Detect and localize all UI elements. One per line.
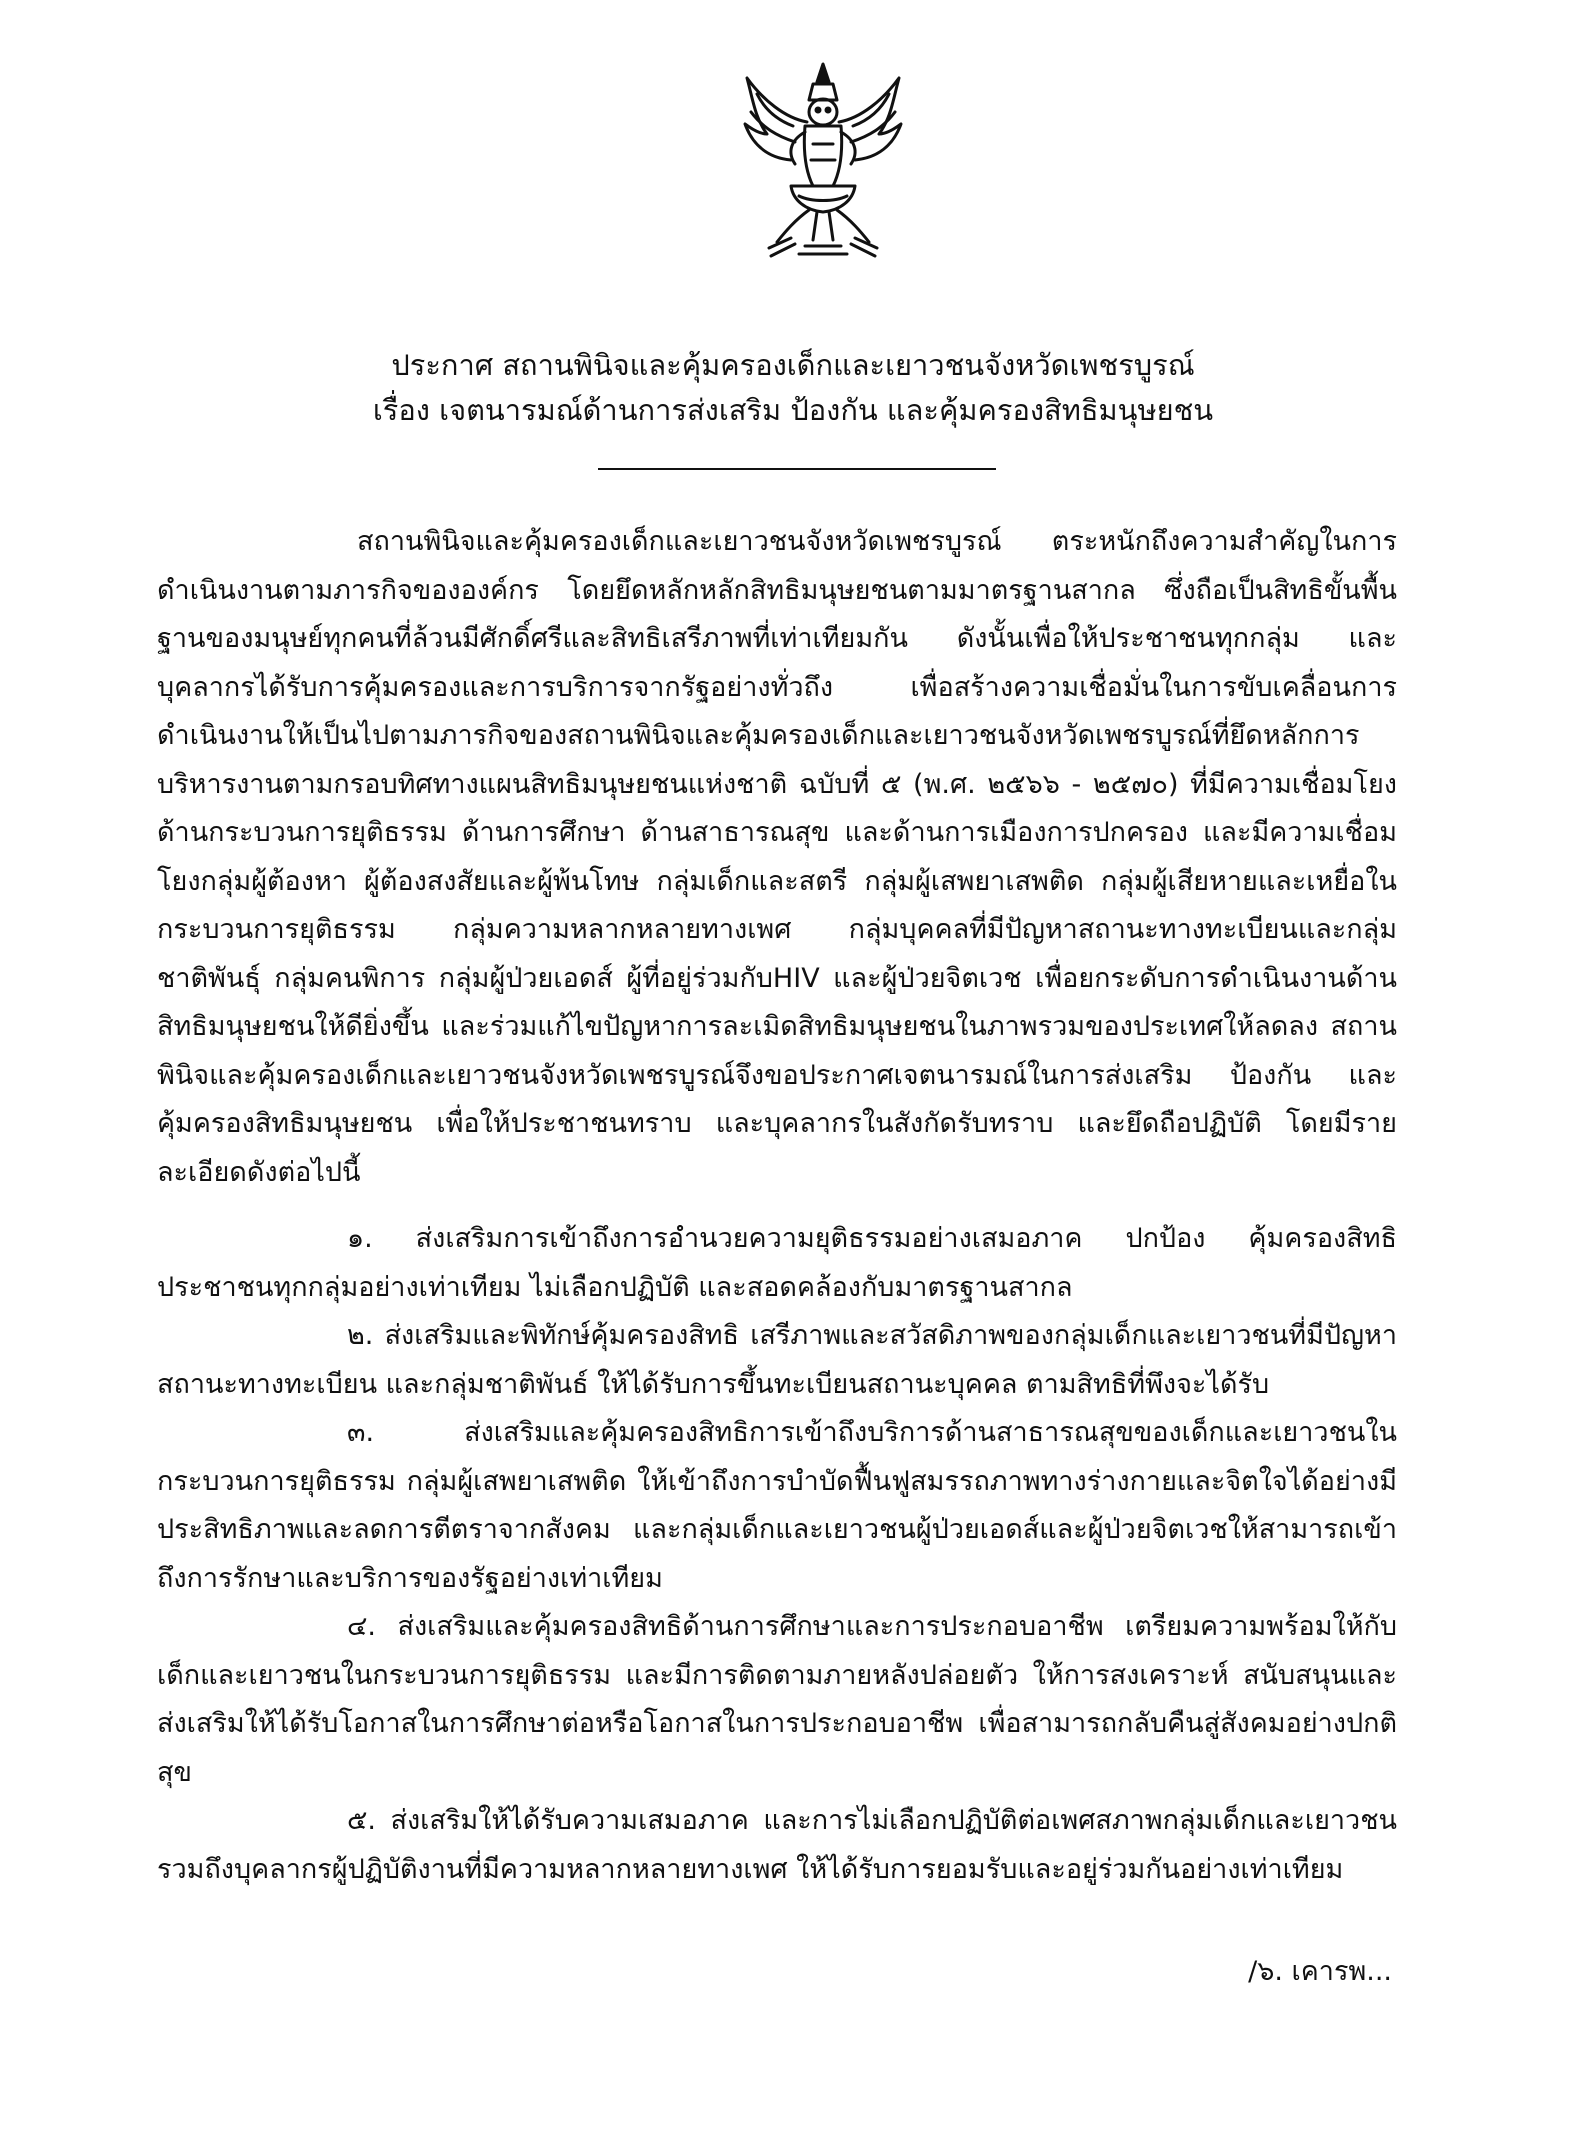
list-item: ๕. ส่งเสริมให้ได้รับความเสมอภาค และการไม่เลือกปฏิบัติต่อเพศสภาพกลุ่มเด็กและเยาวชนรวมถึงบุคลากรผู้ปฏิบัติงานที่มีความหลากหลายทางเพศ ให้ได้รับการยอมรับและอยู่ร่วมกันอย่างเท่าเทียม xyxy=(157,1805,1397,1885)
announcement-body xyxy=(157,518,1397,1894)
announcement-title: ประกาศ สถานพินิจและคุ้มครองเด็กและเยาวชนจังหวัดเพชรบูรณ์ xyxy=(391,348,1195,382)
title-divider xyxy=(598,468,996,470)
intro-paragraph: สถานพินิจและคุ้มครองเด็กและเยาวชนจังหวัดเพชรบูรณ์ ตระหนักถึงความสำคัญในการดำเนินงานตามภารกิจขององค์กร โดยยึดหลักหลักสิทธิมนุษยชนตามมาตรฐานสากล ซึ่งถือเป็นสิทธิขั้นพื้นฐานของมนุษย์ทุกคนที่ล้วนมีศักดิ์ศรีและสิทธิเสรีภาพที่เท่าเทียมกัน ดังนั้นเพื่อให้ประชาชนทุกกลุ่ม และบุคลากรได้รับการคุ้มครองและการบริการจากรัฐอย่างทั่วถึง เพื่อสร้างความเชื่อมั่นในการขับเคลื่อนการดำเนินงานให้เป็นไปตามภารกิจของสถานพินิจและคุ้มครองเด็กและเยาวชนจังหวัดเพชรบูรณ์ที่ยึดหลักการบริหารงานตามกรอบทิศทางแผนสิทธิมนุษยชนแห่งชาติ ฉบับที่ ๕ (พ.ศ. ๒๕๖๖ - ๒๕๗๐) ที่มีความเชื่อมโยงด้านกระบวนการยุติธรรม ด้านการศึกษา ด้านสาธารณสุข และด้านการเมืองการปกครอง และมีความเชื่อมโยงกลุ่มผู้ต้องหา ผู้ต้องสงสัยและผู้พ้นโทษ กลุ่มเด็กและสตรี กลุ่มผู้เสพยาเสพติด กลุ่มผู้เสียหายและเหยื่อในกระบวนการยุติธรรม กลุ่มความหลากหลายทางเพศ กลุ่มบุคคลที่มีปัญหาสถานะทางทะเบียนและกลุ่มชาติพันธุ์ กลุ่มคนพิการ กลุ่มผู้ป่วยเอดส์ ผู้ที่อยู่ร่วมกับHIV และผู้ป่วยจิตเวช เพื่อยกระดับการดำเนินงานด้านสิทธิมนุษยชนให้ดียิ่งขึ้น และร่วมแก้ไขปัญหาการละเมิดสิทธิมนุษยชนในภาพรวมของประเทศให้ลดลง สถานพินิจและคุ้มครองเด็กและเยาวชนจังหวัดเพชรบูรณ์จึงขอประกาศเจตนารมณ์ในการส่งเสริม ป้องกัน และคุ้มครองสิทธิมนุษยชน เพื่อให้ประชาชนทราบ และบุคลากรในสังกัดรับทราบ และยึดถือปฏิบัติ โดยมีรายละเอียดดังต่อไปนี้ xyxy=(157,526,1397,1188)
list-item: ๒. ส่งเสริมและพิทักษ์คุ้มครองสิทธิ เสรีภาพและสวัสดิภาพของกลุ่มเด็กและเยาวชนที่มีปัญหาสถานะทางทะเบียน และกลุ่มชาติพันธ์ ให้ได้รับการขึ้นทะเบียนสถานะบุคคล ตามสิทธิที่พึงจะได้รับ xyxy=(157,1320,1397,1400)
continuation-note: /๖. เคารพ... xyxy=(1248,1956,1392,1987)
garuda-emblem-icon xyxy=(733,60,913,275)
list-item: ๔. ส่งเสริมและคุ้มครองสิทธิด้านการศึกษาและการประกอบอาชีพ เตรียมความพร้อมให้กับเด็กและเยาวชนในกระบวนการยุติธรรม และมีการติดตามภายหลังปล่อยตัว ให้การสงเคราะห์ สนับสนุนและส่งเสริมให้ได้รับโอกาสในการศึกษาต่อหรือโอกาสในการประกอบอาชีพ เพื่อสามารถกลับคืนสู่สังคมอย่างปกติสุข xyxy=(157,1611,1397,1788)
announcement-subject: เรื่อง เจตนารมณ์ด้านการส่งเสริม ป้องกัน และคุ้มครองสิทธิมนุษยชน xyxy=(372,393,1214,427)
list-item: ๑. ส่งเสริมการเข้าถึงการอำนวยความยุติธรรมอย่างเสมอภาค ปกป้อง คุ้มครองสิทธิประชาชนทุกกลุ่มอย่างเท่าเทียม ไม่เลือกปฏิบัติ และสอดคล้องกับมาตรฐานสากล xyxy=(157,1223,1397,1303)
list-item: ๓. ส่งเสริมและคุ้มครองสิทธิการเข้าถึงบริการด้านสาธารณสุขของเด็กและเยาวชนในกระบวนการยุติธรรม กลุ่มผู้เสพยาเสพติด ให้เข้าถึงการบำบัดฟื้นฟูสมรรถภาพทางร่างกายและจิตใจได้อย่างมีประสิทธิภาพและลดการตีตราจากสังคม และกลุ่มเด็กและเยาวชนผู้ป่วยเอดส์และผู้ป่วยจิตเวชให้สามารถเข้าถึงการรักษาและบริการของรัฐอย่างเท่าเทียม xyxy=(157,1417,1397,1594)
